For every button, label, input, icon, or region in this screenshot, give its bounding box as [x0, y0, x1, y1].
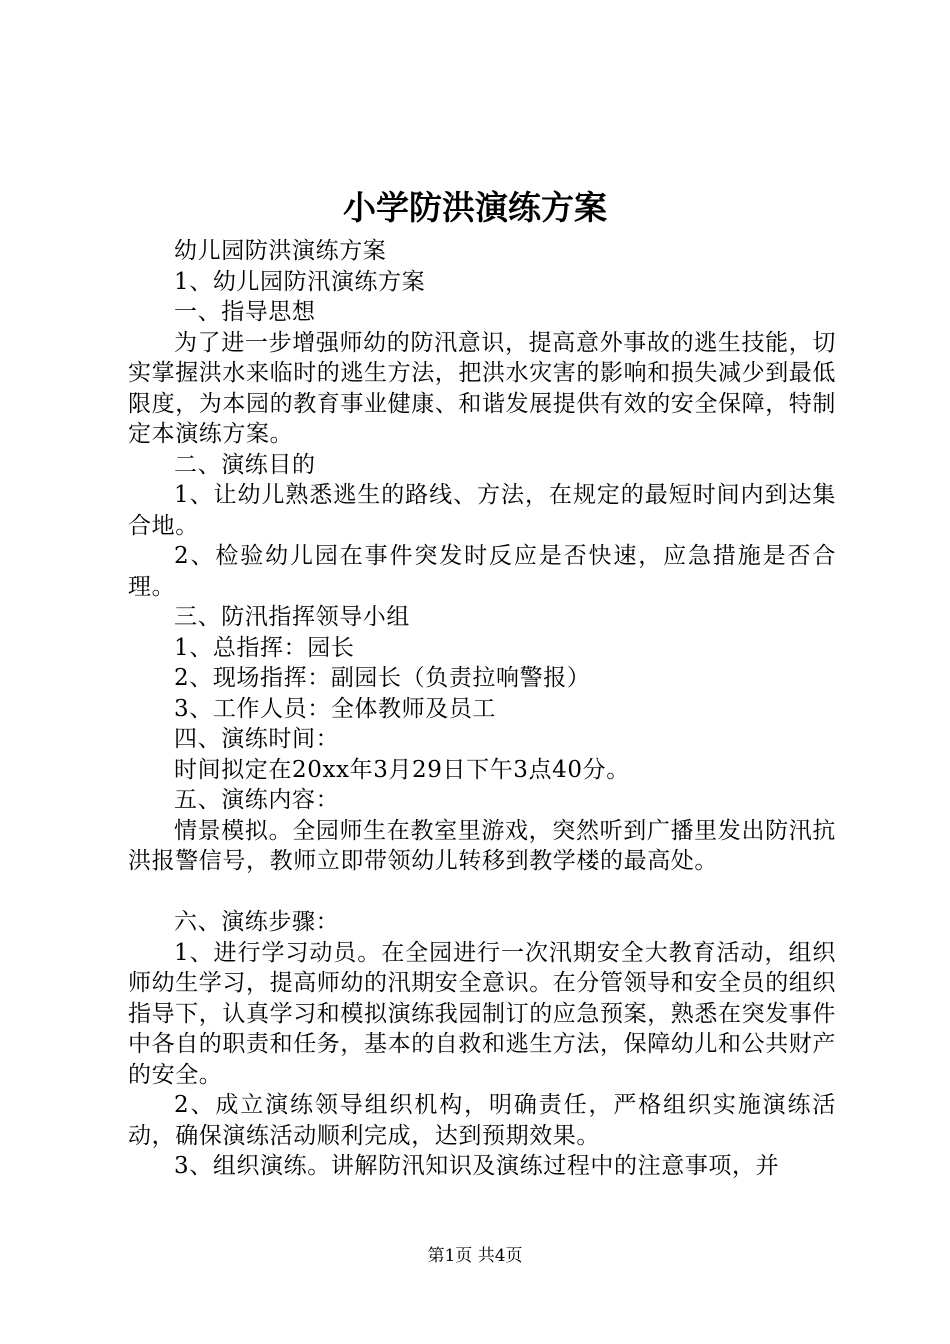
section-heading: 二、演练目的 [174, 451, 316, 478]
section-heading: 一、指导思想 [174, 299, 316, 325]
paragraph: 2、检验幼儿园在事件突发时反应是否快速，应急措施是否合理。 [128, 543, 836, 600]
paragraph: 情景模拟。全园师生在教室里游戏，突然听到广播里发出防汛抗洪报警信号，教师立即带领幼儿转移到教学楼的最高处。 [128, 817, 836, 874]
paragraph: 2、现场指挥：副园长（负责拉响警报） [174, 665, 591, 691]
paragraph: 2、成立演练领导组织机构，明确责任，严格组织实施演练活动，确保演练活动顺利完成，达到预期效果。 [128, 1092, 836, 1149]
paragraph: 为了进一步增强师幼的防汛意识，提高意外事故的逃生技能，切实掌握洪水来临时的逃生方法，把洪水灾害的影响和损失减少到最低限度，为本园的教育事业健康、和谐发展提供有效的安全保障，特制定本演练方案。 [128, 329, 836, 447]
paragraph: 1、进行学习动员。在全园进行一次汛期安全大教育活动，组织师幼生学习，提高师幼的汛期安全意识。在分管领导和安全员的组织指导下，认真学习和模拟演练我园制订的应急预案，熟悉在突发事件中各自的职责和任务，基本的自救和逃生方法，保障幼儿和公共财产的安全。 [128, 939, 836, 1088]
paragraph: 幼儿园防洪演练方案 [174, 238, 387, 264]
section-heading: 四、演练时间： [174, 726, 340, 752]
section-heading: 六、演练步骤： [174, 909, 340, 935]
paragraph: 1、让幼儿熟悉逃生的路线、方法，在规定的最短时间内到达集合地。 [128, 482, 836, 539]
paragraph: 3、工作人员：全体教师及员工 [174, 695, 497, 722]
section-heading: 三、防汛指挥领导小组 [174, 604, 410, 630]
paragraph: 1、总指挥：园长 [174, 634, 355, 661]
document-body [128, 236, 836, 1182]
paragraph: 3、组织演练。讲解防汛知识及演练过程中的注意事项，并 [174, 1153, 780, 1179]
paragraph: 时间拟定在20xx年3月29日下午3点40分。 [174, 756, 630, 783]
document-title: 小学防洪演练方案 [343, 188, 607, 227]
section-heading: 五、演练内容： [174, 787, 340, 813]
page-footer: 第1页 共4页 [427, 1246, 523, 1266]
blank-line [128, 877, 836, 908]
paragraph: 1、幼儿园防汛演练方案 [174, 268, 426, 295]
